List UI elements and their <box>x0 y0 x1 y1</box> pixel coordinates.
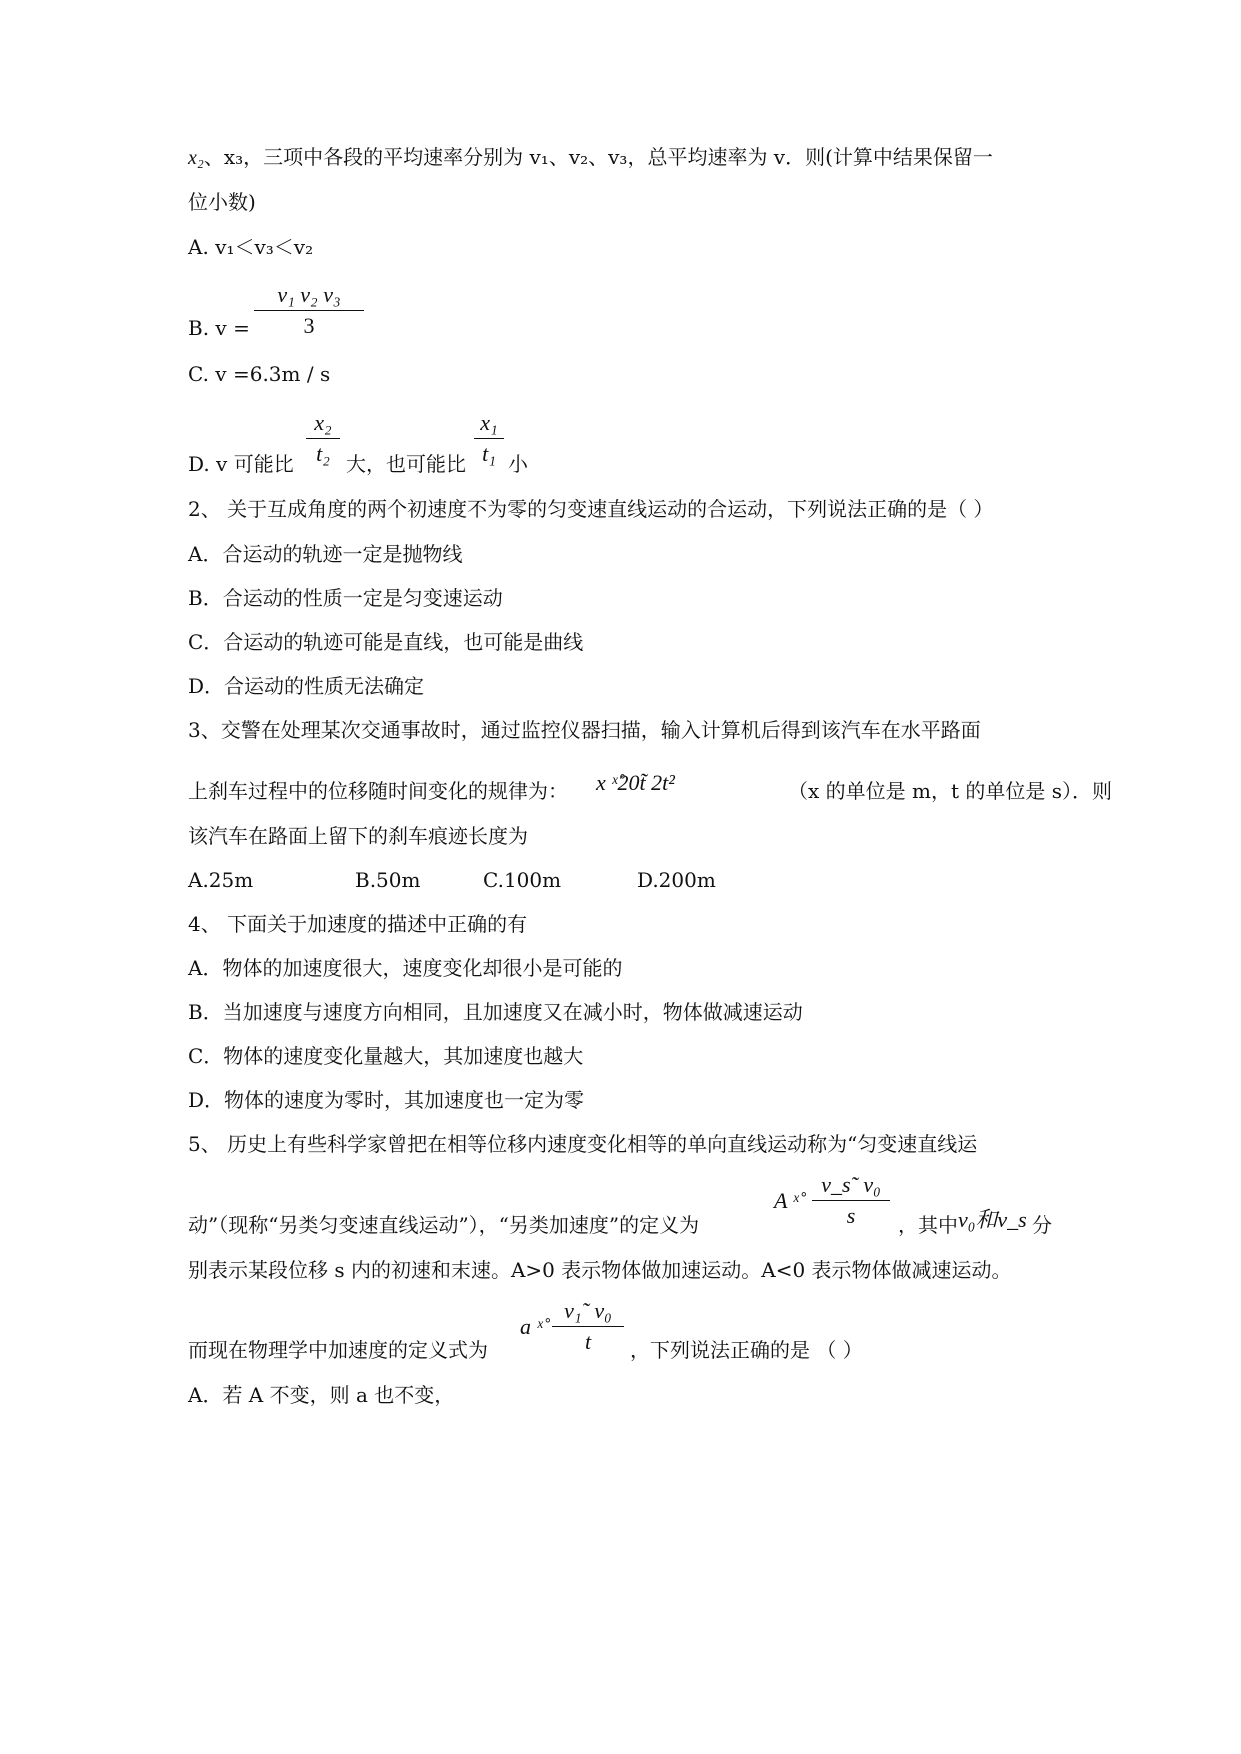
q2-option-d: D．合运动的性质无法确定 <box>188 674 425 698</box>
q1-option-d-fraction-2-num: x₁ <box>480 410 498 435</box>
q2-stem: 2、 关于互成角度的两个初速度不为零的匀变速直线运动的合运动，下列说法正确的是（ ） <box>188 497 994 521</box>
q4-option-c: C．物体的速度变化量越大，其加速度也越大 <box>188 1044 584 1068</box>
q3-option-b: B.50m <box>355 868 421 892</box>
q5-stem-line1: 5、 历史上有些科学家曾把在相等位移内速度变化相等的单向直线运动称为“匀变速直线运 <box>188 1132 978 1156</box>
q2-option-c: C．合运动的轨迹可能是直线，也可能是曲线 <box>188 630 584 654</box>
q5-formula-A-lhs: A ˣ̊ <box>774 1188 799 1213</box>
q3-option-c: C.100m <box>483 868 562 892</box>
fraction-bar <box>552 1326 624 1327</box>
fraction-bar <box>306 438 340 439</box>
q1-option-d-fraction-1 <box>306 410 340 467</box>
q2-option-a: A．合运动的轨迹一定是抛物线 <box>188 542 463 566</box>
q5-stem-line2-end: 分 <box>1032 1213 1052 1237</box>
q1-option-d-fraction-2 <box>474 410 504 467</box>
q3-stem-line1: 3、交警在处理某次交通事故时，通过监控仪器扫描，输入计算机后得到该汽车在水平路面 <box>188 718 981 742</box>
q3-stem-line3: 该汽车在路面上留下的刹车痕迹长度为 <box>188 824 528 848</box>
q5-stem-line3: 别表示某段位移 s 内的初速和末速。A>0 表示物体做加速运动。A<0 表示物体做减速运动。 <box>188 1258 1012 1282</box>
q5-stem-line2-prefix: 动”（现称“另类匀变速直线运动”），“另类加速度”的定义为 <box>188 1213 700 1237</box>
q4-option-a: A．物体的加速度很大，速度变化却很小是可能的 <box>188 956 623 980</box>
q1-option-b-label: B. v = <box>188 316 250 340</box>
q2-option-b: B．合运动的性质一定是匀变速运动 <box>188 586 503 610</box>
q5-option-a: A．若 A 不变，则 a 也不变， <box>188 1383 455 1407</box>
q1-stem-start: x₂ <box>188 147 204 169</box>
q1-option-c: C. v =6.3m / s <box>188 362 331 386</box>
q5-formula-a-denominator: t <box>584 1329 592 1354</box>
q5-formula-A-numerator: v_s˜ v₀ <box>821 1172 881 1197</box>
q1-option-d-fraction-1-num: x₂ <box>314 410 332 435</box>
q5-formula-A-fraction <box>812 1172 890 1229</box>
q3-stem-line2-prefix: 上刹车过程中的位移随时间变化的规律为： <box>188 779 568 803</box>
q1-stem-text: 、x₃，三项中各段的平均速率分别为 v₁、v₂、v₃，总平均速率为 v．则(计算中结果保留一 <box>203 145 993 169</box>
q5-formula-a-lhs: a ˣ̊ <box>520 1314 543 1339</box>
q3-option-a: A.25m <box>188 868 254 892</box>
q1-stem-line1 <box>188 143 993 172</box>
q3-stem-line2-suffix: （x 的单位是 m，t 的单位是 s）．则 <box>788 779 1112 803</box>
q5-stem-line4-prefix: 而现在物理学中加速度的定义式为 <box>188 1338 488 1362</box>
q4-option-b: B．当加速度与速度方向相同，且加速度又在减小时，物体做减速运动 <box>188 1000 803 1024</box>
q1-option-a: A. v₁＜v₃＜v₂ <box>188 235 314 259</box>
q3-formula: x ˣ̊20t̃ 2t² <box>596 770 675 795</box>
q5-stem-line4-suffix: ，下列说法正确的是 （ ） <box>630 1338 863 1362</box>
q5-stem-variables: v₀和v_s <box>958 1207 1027 1232</box>
q5-formula-A-denominator: s <box>846 1203 856 1228</box>
q1-option-d-label: D. v 可能比 <box>188 452 294 476</box>
q1-option-b-numerator: v₁ v₂ v₃ <box>277 282 341 307</box>
q5-stem-line2-mid: ，其中 <box>898 1213 958 1237</box>
q1-option-d-fraction-1-den: t₂ <box>316 441 330 466</box>
q1-stem-line2: 位小数) <box>188 190 256 214</box>
q4-stem: 4、 下面关于加速度的描述中正确的有 <box>188 912 528 936</box>
fraction-bar <box>474 438 504 439</box>
q1-option-b-denominator: 3 <box>303 313 315 338</box>
q1-option-d-fraction-2-den: t₁ <box>482 441 496 466</box>
fraction-bar <box>812 1200 890 1201</box>
fraction-bar <box>254 310 364 311</box>
q5-formula-a-numerator: v₁˜ v₀ <box>564 1298 612 1323</box>
q5-formula-a-fraction <box>552 1298 624 1355</box>
q1-option-d-end: 小 <box>508 452 528 476</box>
q4-option-d: D．物体的速度为零时，其加速度也一定为零 <box>188 1088 585 1112</box>
q1-option-d-middle: 大，也可能比 <box>346 452 466 476</box>
q1-option-b-fraction <box>254 282 364 339</box>
q3-option-d: D.200m <box>637 868 716 892</box>
